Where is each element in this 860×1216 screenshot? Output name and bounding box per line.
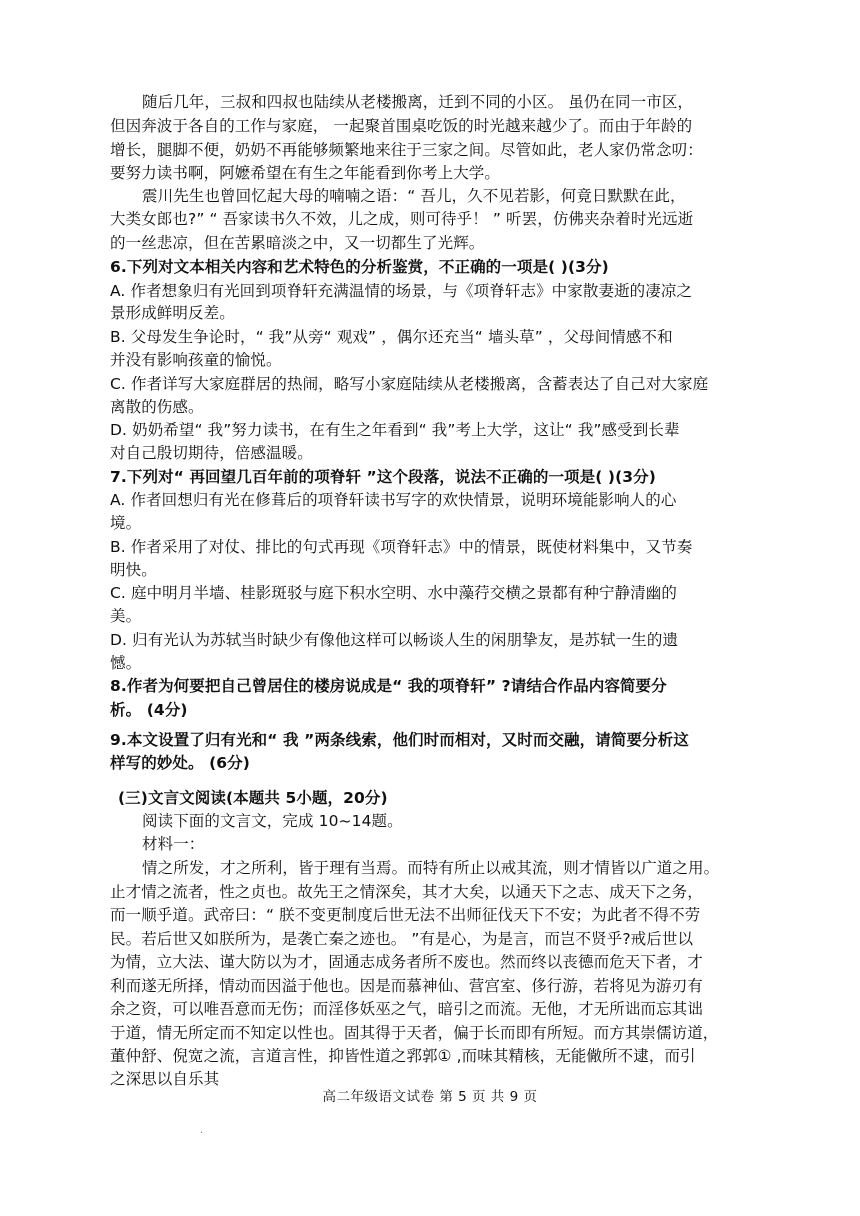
question-7-option-c-cont: 美。 <box>110 607 142 625</box>
question-9-stem: 9.本文设置了归有光和“ 我 ”两条线索，他们时而相对，又时而交融，请简要分析这 <box>110 731 689 749</box>
stray-mark: . <box>200 1125 204 1136</box>
classical-line: 利而遂无所择，情动而因溢于他也。因是而慕神仙、营宫室、侈行游，若将见为游刃有 <box>110 977 703 995</box>
paragraph-1-line: 随后几年，三叔和四叔也陆续从老楼搬离，迁到不同的小区。 虽仍在同一市区， <box>142 93 694 111</box>
classical-line: 余之资，可以唯吾意而无伤；而淫侈妖巫之气，暗引之而流。无他，才无所诎而忘其诎 <box>110 1000 703 1018</box>
question-7-option-b-cont: 明快。 <box>110 561 157 579</box>
question-8-stem: 8.作者为何要把自己曾居住的楼房说成是“ 我的项脊轩” ?请结合作品内容简要分 <box>110 677 667 695</box>
question-6-option-c-cont: 离散的伤感。 <box>110 398 204 416</box>
classical-line: 民。若后世又如朕所为，是袭亡秦之迹也。 ”有是心，为是言，而岂不贤乎?戒后世以 <box>110 930 694 948</box>
question-9-stem-cont: 样写的妙处。 (6分) <box>110 754 250 772</box>
page-footer: 高二年级语文试卷 第 5 页 共 9 页 <box>322 1089 538 1105</box>
paragraph-2-line: 大类女郎也?” “ 吾家读书久不效，儿之成，则可待乎！ ” 听罢，仿佛夹杂着时光远逝 <box>110 210 694 228</box>
question-7-option-a-cont: 境。 <box>110 514 142 532</box>
question-6-option-d-cont: 对自己殷切期待，倍感温暖。 <box>110 444 313 462</box>
question-7-option-d-cont: 憾。 <box>110 654 142 672</box>
paragraph-1-line: 但因奔波于各自的工作与家庭， 一起聚首围桌吃饭的时光越来越少了。而由于年龄的 <box>110 117 693 135</box>
section-3-title: (三)文言文阅读(本题共 5小题，20分) <box>118 789 388 807</box>
paragraph-2-line: 的一丝悲凉，但在苦累暗淡之中，又一切都生了光辉。 <box>110 234 485 252</box>
question-6-stem: 6.下列对文本相关内容和艺术特色的分析鉴赏，不正确的一项是( )(3分) <box>110 258 609 276</box>
question-7-option-c: C. 庭中明月半墙、桂影斑驳与庭下积水空明、水中藻荇交横之景都有种宁静清幽的 <box>110 584 677 602</box>
question-6-option-a-cont: 景形成鲜明反差。 <box>110 304 235 322</box>
classical-line: 止才情之流者，性之贞也。故先王之情深矣，其才大矣，以通天下之志、成天下之务， <box>110 883 703 901</box>
paragraph-1-line: 要努力读书啊，阿嬷希望在有生之年能看到你考上大学。 <box>110 164 501 182</box>
question-7-option-d: D. 归有光认为苏轼当时缺少有像他这样可以畅谈人生的闲朋挚友，是苏轼一生的遗 <box>110 631 679 649</box>
question-6-option-b-cont: 并没有影响孩童的愉悦。 <box>110 351 282 369</box>
classical-line: 于道，情无所定而不知定以性也。固其得于天者，偏于长而即有所短。而方其崇儒访道， <box>110 1024 719 1042</box>
classical-line: 情之所发，才之所利，皆于理有当焉。而特有所止以戒其流，则才情皆以广道之用。 <box>142 859 720 877</box>
paragraph-1-line: 增长，腿脚不便，奶奶不再能够频繁地来往于三家之间。尽管如此，老人家仍常念叨： <box>110 141 703 159</box>
section-3-instruction: 阅读下面的文言文，完成 10~14题。 <box>142 812 403 830</box>
question-6-option-d: D. 奶奶希望“ 我”努力读书，在有生之年看到“ 我”考上大学，这让“ 我”感受到长辈 <box>110 421 680 439</box>
question-7-option-a: A. 作者回想归有光在修葺后的项脊轩读书写字的欢快情景，说明环境能影响人的心 <box>110 491 677 509</box>
question-6-option-c: C. 作者详写大家庭群居的热闹，略写小家庭陆续从老楼搬离，含蓄表达了自己对大家庭 <box>110 375 709 393</box>
classical-line: 而一顺乎道。武帝曰：“ 朕不变更制度后世无法不出师征伐天下不安；为此者不得不劳 <box>110 906 701 924</box>
paragraph-2-line: 震川先生也曾回忆起大母的喃喃之语：“ 吾儿，久不见若影，何竟日默默在此， <box>142 187 686 205</box>
question-6-option-b: B. 父母发生争论时，“ 我”从旁“ 观戏” ，偶尔还充当“ 墙头草” ，父母间情感不和 <box>110 328 673 346</box>
question-6-option-a: A. 作者想象归有光回到项脊轩充满温情的场景，与《项脊轩志》中家散妻逝的凄凉之 <box>110 282 693 300</box>
classical-line: 董仲舒、倪宽之流，言道言性，抑皆性道之郛郭① ,而味其精核，无能僘所不逮，而引 <box>110 1047 696 1065</box>
classical-line: 为情，立大法、谨大防以为才，固通志成务者所不废也。然而终以丧德而危天下者，才 <box>110 953 703 971</box>
question-7-option-b: B. 作者采用了对仗、排比的句式再现《项脊轩志》中的情景，既使材料集中，又节奏 <box>110 538 693 556</box>
question-7-stem: 7.下列对“ 再回望几百年前的项脊轩 ”这个段落，说法不正确的一项是( )(3分) <box>110 468 656 486</box>
classical-line: 之深思以自乐其 <box>110 1070 220 1088</box>
material-label: 材料一： <box>142 835 205 853</box>
question-8-stem-cont: 析。 (4分) <box>110 701 188 719</box>
